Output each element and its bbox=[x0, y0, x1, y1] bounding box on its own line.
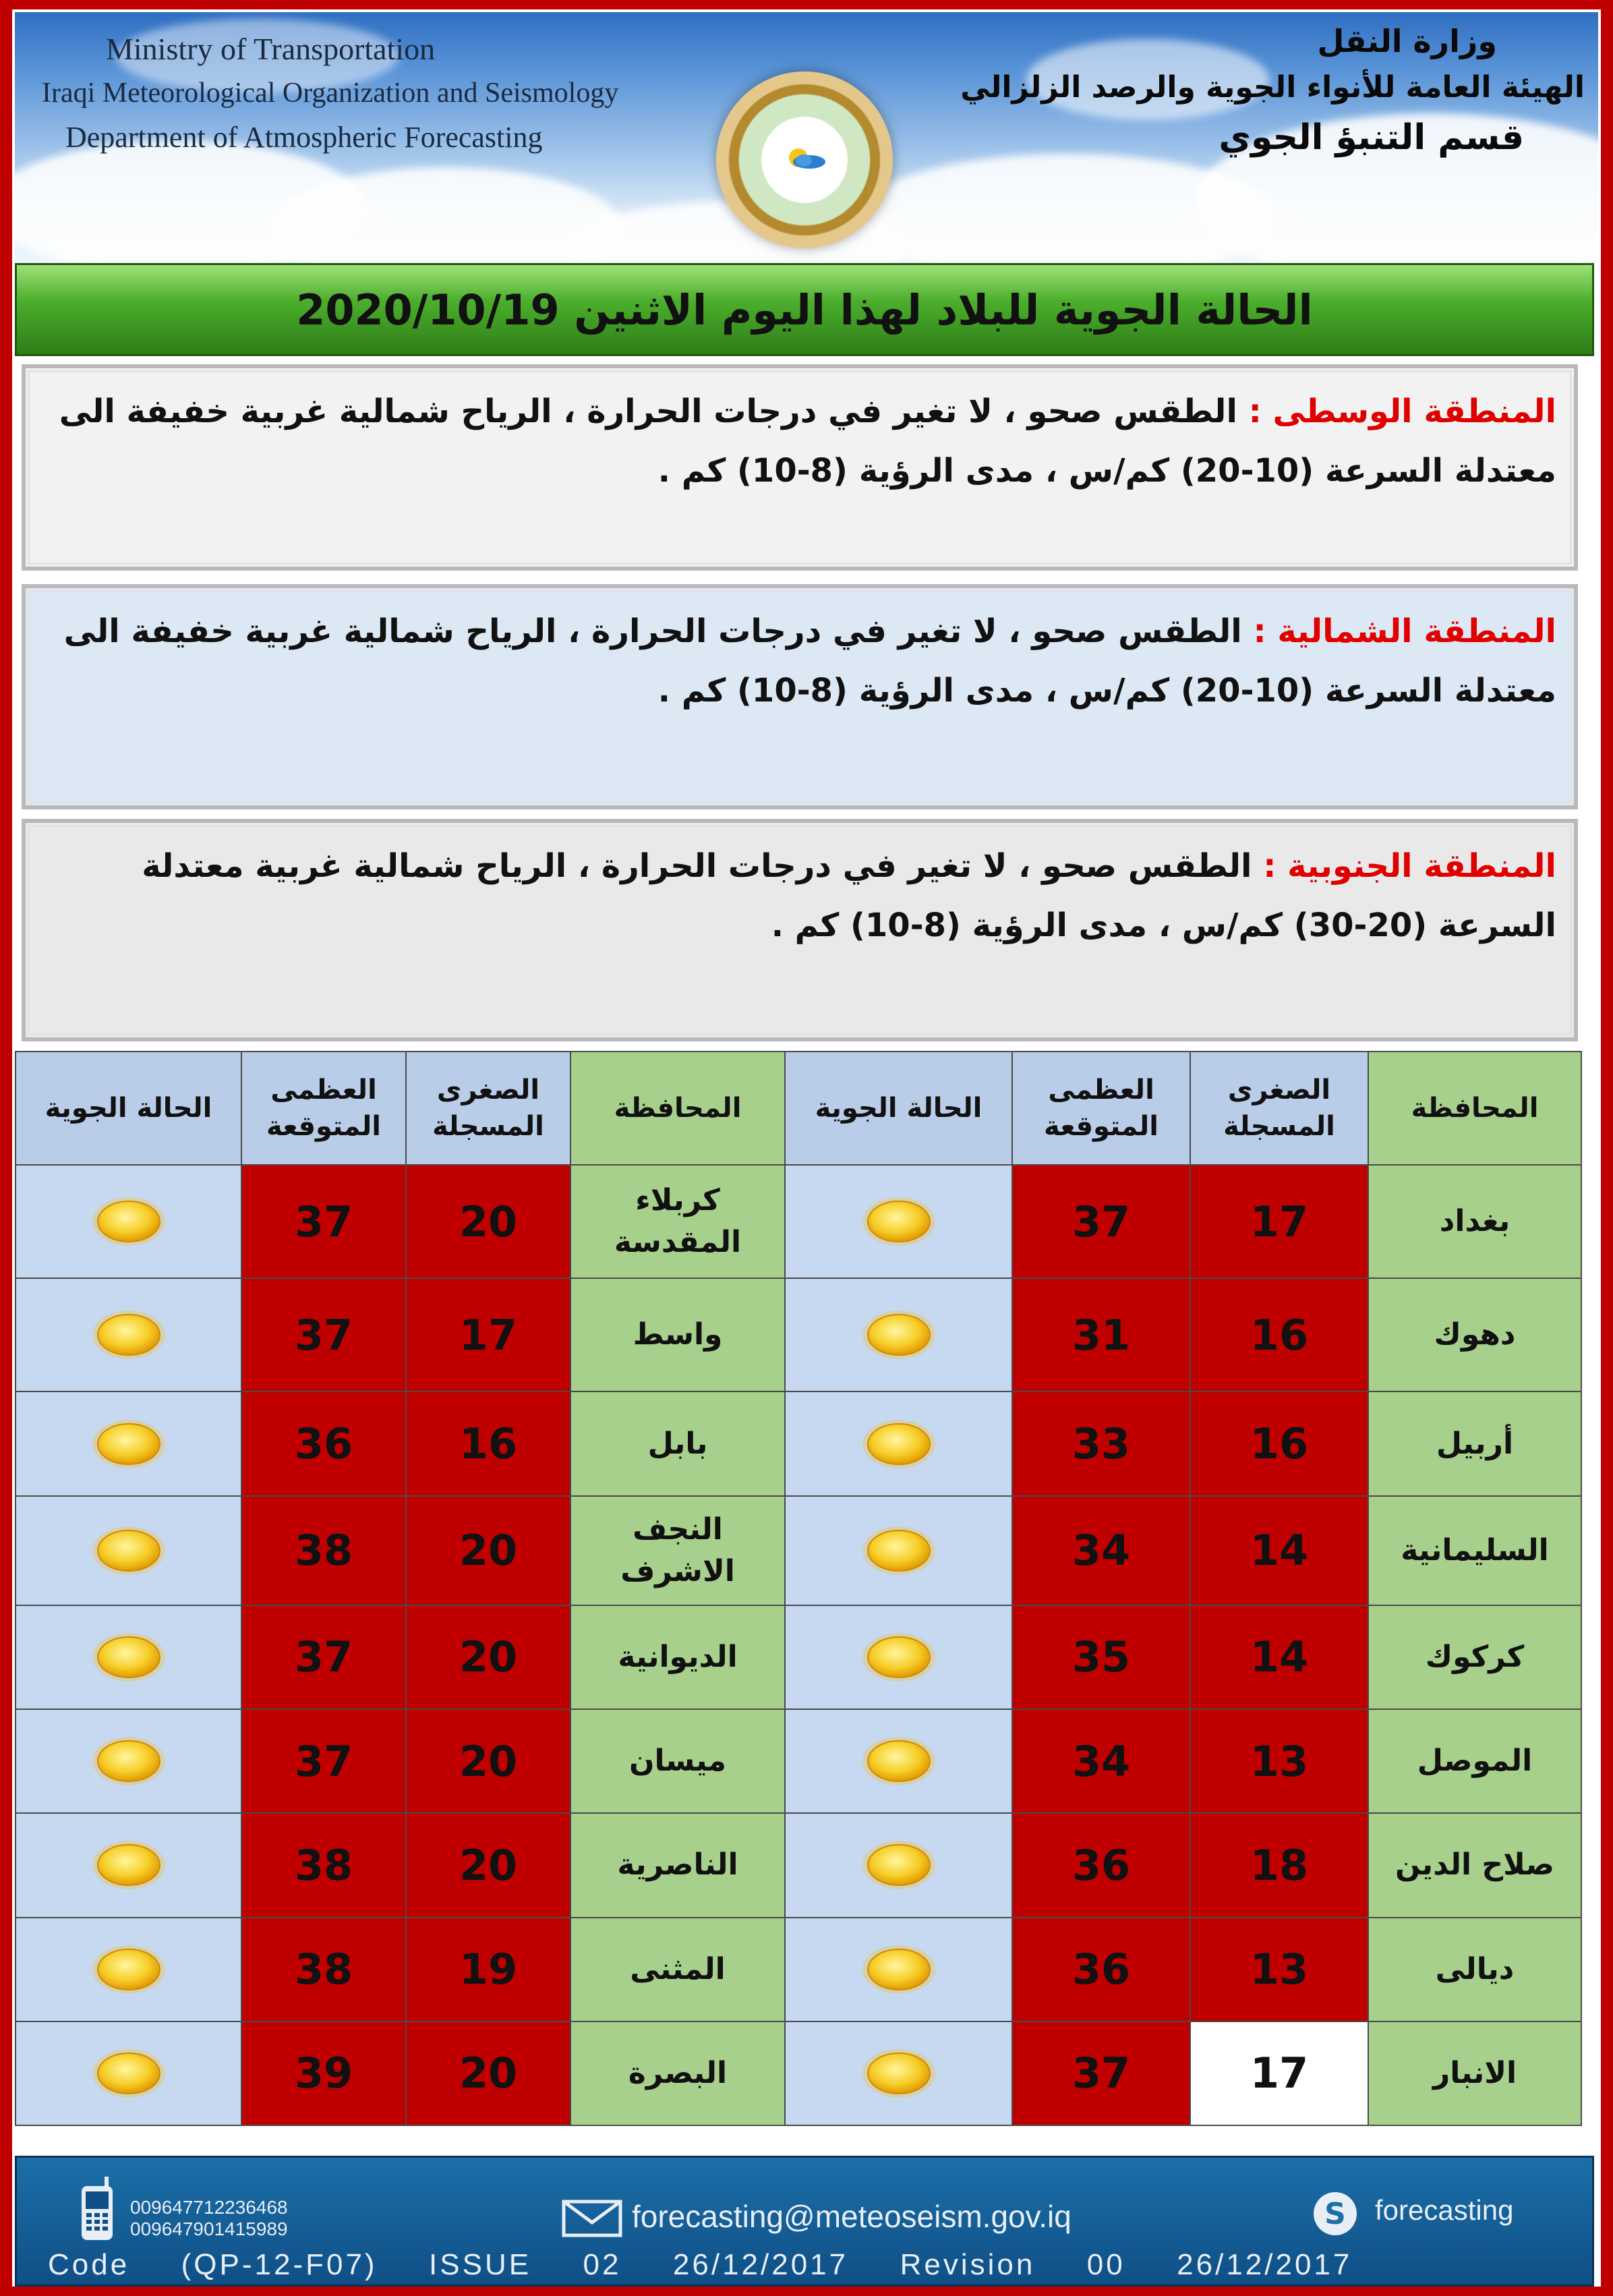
sun-icon bbox=[90, 1944, 167, 1995]
province-name: بغداد bbox=[1439, 1204, 1511, 1239]
sun-icon bbox=[90, 1839, 167, 1891]
min-temp-cell: 20 bbox=[406, 1605, 570, 1709]
weather-cell bbox=[16, 1391, 241, 1495]
province-cell bbox=[1368, 1813, 1581, 1917]
department-name-ar: قسم التنبؤ الجوي bbox=[1219, 117, 1524, 158]
weather-cell bbox=[785, 1496, 1012, 1605]
province-name: دهوك bbox=[1434, 1317, 1516, 1352]
province-cell bbox=[1368, 1496, 1581, 1605]
min-temp-cell: 16 bbox=[1190, 1278, 1368, 1391]
weather-cell bbox=[16, 1605, 241, 1709]
weather-cell bbox=[16, 1918, 241, 2021]
province-cell bbox=[1368, 1918, 1581, 2021]
province-cell bbox=[570, 1165, 785, 1278]
weather-cell bbox=[785, 1813, 1012, 1917]
province-name: أربيل bbox=[1436, 1426, 1514, 1461]
page-title: الحالة الجوية للبلاد لهذا اليوم الاثنين 2020/10/19 bbox=[296, 285, 1313, 335]
max-temp-cell: 35 bbox=[1012, 1605, 1190, 1709]
min-temp-cell: 16 bbox=[406, 1391, 570, 1495]
max-temp-cell: 33 bbox=[1012, 1391, 1190, 1495]
province-name: صلاح الدين bbox=[1395, 1847, 1555, 1883]
forecast-table bbox=[15, 1051, 1582, 2126]
sun-icon bbox=[90, 1196, 167, 1247]
weather-cell bbox=[785, 1278, 1012, 1391]
province-name: النجف bbox=[633, 1512, 723, 1547]
min-temp-cell: 20 bbox=[406, 2021, 570, 2125]
sun-icon bbox=[860, 1525, 937, 1576]
sun-icon bbox=[860, 1944, 937, 1995]
province-name: السليمانية bbox=[1401, 1532, 1549, 1568]
province-cell bbox=[570, 1278, 785, 1391]
sun-icon bbox=[860, 1418, 937, 1470]
province-name: الموصل bbox=[1417, 1744, 1533, 1779]
weather-cell bbox=[16, 1278, 241, 1391]
sun-icon bbox=[860, 1839, 937, 1891]
min-temp-cell: 16 bbox=[1190, 1391, 1368, 1495]
min-temp-cell: 14 bbox=[1190, 1496, 1368, 1605]
weather-cell bbox=[16, 1813, 241, 1917]
min-temp-cell: 17 bbox=[406, 1278, 570, 1391]
sun-icon bbox=[90, 1735, 167, 1787]
header-province: المحافظة bbox=[570, 1052, 785, 1165]
header-weather: الحالة الجوية bbox=[16, 1052, 241, 1165]
skype-icon bbox=[1312, 2190, 1359, 2237]
province-name: الانبار bbox=[1432, 2055, 1517, 2090]
weather-cell bbox=[785, 1918, 1012, 2021]
max-temp-cell: 34 bbox=[1012, 1709, 1190, 1813]
province-cell bbox=[1368, 1165, 1581, 1278]
table-row bbox=[16, 1813, 1581, 1917]
organization-name-ar: الهيئة العامة للأنواء الجوية والرصد الزلزالي bbox=[960, 70, 1585, 105]
province-cell bbox=[1368, 2021, 1581, 2125]
max-temp-cell: 36 bbox=[241, 1391, 406, 1495]
max-temp-cell: 37 bbox=[241, 1278, 406, 1391]
province-cell bbox=[570, 2021, 785, 2125]
province-cell bbox=[570, 1391, 785, 1495]
max-temp-cell: 39 bbox=[241, 2021, 406, 2125]
ministry-name-en: Ministry of Transportation bbox=[106, 32, 436, 66]
max-temp-cell: 36 bbox=[1012, 1813, 1190, 1917]
sun-icon bbox=[90, 1418, 167, 1470]
province-cell bbox=[1368, 1605, 1581, 1709]
table-row bbox=[16, 2021, 1581, 2125]
region-north: المنطقة الشمالية : الطقس صحو ، لا تغير في درجات الحرارة ، الرياح شمالية غربية خفيفة الى معتدلة السرعة (10-20) كم/س ، مدى الرؤية (8-10) كم . bbox=[22, 584, 1578, 809]
province-name: ميسان bbox=[628, 1744, 727, 1779]
sun-icon bbox=[90, 1309, 167, 1360]
sun-icon bbox=[860, 1309, 937, 1360]
min-temp-cell: 14 bbox=[1190, 1605, 1368, 1709]
sun-icon bbox=[860, 1196, 937, 1247]
header-max: العظمى المتوقعة bbox=[241, 1052, 406, 1165]
province-cell bbox=[570, 1813, 785, 1917]
max-temp-cell: 37 bbox=[241, 1709, 406, 1813]
min-temp-cell: 17 bbox=[1190, 2021, 1368, 2125]
table-row bbox=[16, 1165, 1581, 1278]
province-name: بابل bbox=[647, 1426, 708, 1461]
province-name: ديالى bbox=[1435, 1951, 1515, 1986]
min-temp-cell: 19 bbox=[406, 1918, 570, 2021]
max-temp-cell: 31 bbox=[1012, 1278, 1190, 1391]
sun-icon bbox=[860, 2048, 937, 2099]
sun-icon bbox=[860, 1735, 937, 1787]
organization-name-en: Iraqi Meteorological Organization and Seismology bbox=[42, 78, 619, 109]
province-name: الناصرية bbox=[617, 1847, 738, 1883]
region-name: المنطقة الشمالية bbox=[1277, 612, 1556, 650]
email-address[interactable]: forecasting@meteoseism.gov.iq bbox=[632, 2199, 1072, 2234]
max-temp-cell: 37 bbox=[1012, 2021, 1190, 2125]
header-province: المحافظة bbox=[1368, 1052, 1581, 1165]
province-cell bbox=[570, 1709, 785, 1813]
province-cell bbox=[570, 1496, 785, 1605]
province-cell bbox=[570, 1605, 785, 1709]
table-row bbox=[16, 1918, 1581, 2021]
max-temp-cell: 38 bbox=[241, 1813, 406, 1917]
province-name: كربلاء bbox=[635, 1183, 720, 1218]
weather-cell bbox=[16, 1165, 241, 1278]
table-row bbox=[16, 1605, 1581, 1709]
phone-numbers bbox=[130, 2197, 288, 2240]
province-cell bbox=[1368, 1391, 1581, 1495]
weather-cell bbox=[785, 1165, 1012, 1278]
header-max: العظمى المتوقعة bbox=[1012, 1052, 1190, 1165]
weather-cell bbox=[785, 1709, 1012, 1813]
province-cell bbox=[1368, 1278, 1581, 1391]
weather-cell bbox=[16, 1496, 241, 1605]
header-weather: الحالة الجوية bbox=[785, 1052, 1012, 1165]
min-temp-cell: 13 bbox=[1190, 1918, 1368, 2021]
region-text: الطقس صحو ، لا تغير في درجات الحرارة ، الرياح شمالية غربية معتدلة السرعة (20-30) كم/س ، مدى الرؤية (8-10) كم . bbox=[142, 847, 1556, 944]
region-south: المنطقة الجنوبية : الطقس صحو ، لا تغير في درجات الحرارة ، الرياح شمالية غربية معتدلة السرعة (20-30) كم/س ، مدى الرؤية (8-10) كم . bbox=[22, 819, 1578, 1041]
province-name: المثنى bbox=[630, 1951, 726, 1986]
phone-icon bbox=[78, 2177, 118, 2243]
weather-cell bbox=[785, 1391, 1012, 1495]
email-icon bbox=[562, 2200, 622, 2237]
weather-cell bbox=[785, 2021, 1012, 2125]
province-name: واسط bbox=[633, 1317, 723, 1352]
weather-cell bbox=[16, 2021, 241, 2125]
province-name: البصرة bbox=[628, 2055, 728, 2090]
ministry-name-ar: وزارة النقل bbox=[1317, 23, 1497, 59]
max-temp-cell: 37 bbox=[241, 1605, 406, 1709]
sun-icon bbox=[90, 1525, 167, 1576]
document-code-line: Code (QP-12-F07) ISSUE 02 26/12/2017 Revision 00 26/12/2017 bbox=[48, 2248, 1353, 2281]
logo-sun-cloud-icon bbox=[778, 144, 832, 171]
organization-logo bbox=[716, 71, 893, 248]
max-temp-cell: 37 bbox=[241, 1165, 406, 1278]
province-name: الديوانية bbox=[618, 1639, 738, 1674]
min-temp-cell: 18 bbox=[1190, 1813, 1368, 1917]
region-text: الطقس صحو ، لا تغير في درجات الحرارة ، الرياح شمالية غربية خفيفة الى معتدلة السرعة (10-20) كم/س ، مدى الرؤية (8-10) كم . bbox=[59, 393, 1556, 490]
province-name: كركوك bbox=[1425, 1639, 1525, 1674]
region-central: المنطقة الوسطى : الطقس صحو ، لا تغير في درجات الحرارة ، الرياح شمالية غربية خفيفة الى معتدلة السرعة (10-20) كم/س ، مدى الرؤية (8-10) كم . bbox=[22, 364, 1578, 571]
max-temp-cell: 34 bbox=[1012, 1496, 1190, 1605]
department-name-en: Department of Atmospheric Forecasting bbox=[65, 121, 543, 154]
province-name: المقدسة bbox=[614, 1225, 742, 1260]
title-banner bbox=[15, 263, 1594, 356]
weather-cell bbox=[785, 1605, 1012, 1709]
table-header-row bbox=[16, 1052, 1581, 1165]
region-name: المنطقة الجنوبية bbox=[1287, 847, 1556, 885]
max-temp-cell: 37 bbox=[1012, 1165, 1190, 1278]
table-row bbox=[16, 1278, 1581, 1391]
max-temp-cell: 38 bbox=[241, 1496, 406, 1605]
region-text: الطقس صحو ، لا تغير في درجات الحرارة ، الرياح شمالية غربية خفيفة الى معتدلة السرعة (10-20) كم/س ، مدى الرؤية (8-10) كم . bbox=[63, 612, 1556, 710]
svg-text:S: S bbox=[1324, 2197, 1346, 2231]
skype-handle[interactable]: forecasting bbox=[1375, 2194, 1514, 2226]
phone-number-1: 009647712236468 bbox=[130, 2197, 288, 2218]
header-min: الصغرى المسجلة bbox=[406, 1052, 570, 1165]
footer-bar bbox=[15, 2156, 1594, 2287]
table-row bbox=[16, 1391, 1581, 1495]
sun-icon bbox=[90, 1632, 167, 1683]
phone-number-2: 009647901415989 bbox=[130, 2218, 288, 2239]
province-name: الاشرف bbox=[620, 1553, 735, 1588]
min-temp-cell: 13 bbox=[1190, 1709, 1368, 1813]
min-temp-cell: 17 bbox=[1190, 1165, 1368, 1278]
sun-icon bbox=[860, 1632, 937, 1683]
province-cell bbox=[570, 1918, 785, 2021]
min-temp-cell: 20 bbox=[406, 1165, 570, 1278]
region-name: المنطقة الوسطى bbox=[1272, 393, 1556, 430]
table-row bbox=[16, 1709, 1581, 1813]
table-row bbox=[16, 1496, 1581, 1605]
max-temp-cell: 38 bbox=[241, 1918, 406, 2021]
min-temp-cell: 20 bbox=[406, 1496, 570, 1605]
min-temp-cell: 20 bbox=[406, 1709, 570, 1813]
province-cell bbox=[1368, 1709, 1581, 1813]
weather-cell bbox=[16, 1709, 241, 1813]
max-temp-cell: 36 bbox=[1012, 1918, 1190, 2021]
min-temp-cell: 20 bbox=[406, 1813, 570, 1917]
header-min: الصغرى المسجلة bbox=[1190, 1052, 1368, 1165]
sun-icon bbox=[90, 2048, 167, 2099]
header-banner bbox=[15, 12, 1598, 263]
